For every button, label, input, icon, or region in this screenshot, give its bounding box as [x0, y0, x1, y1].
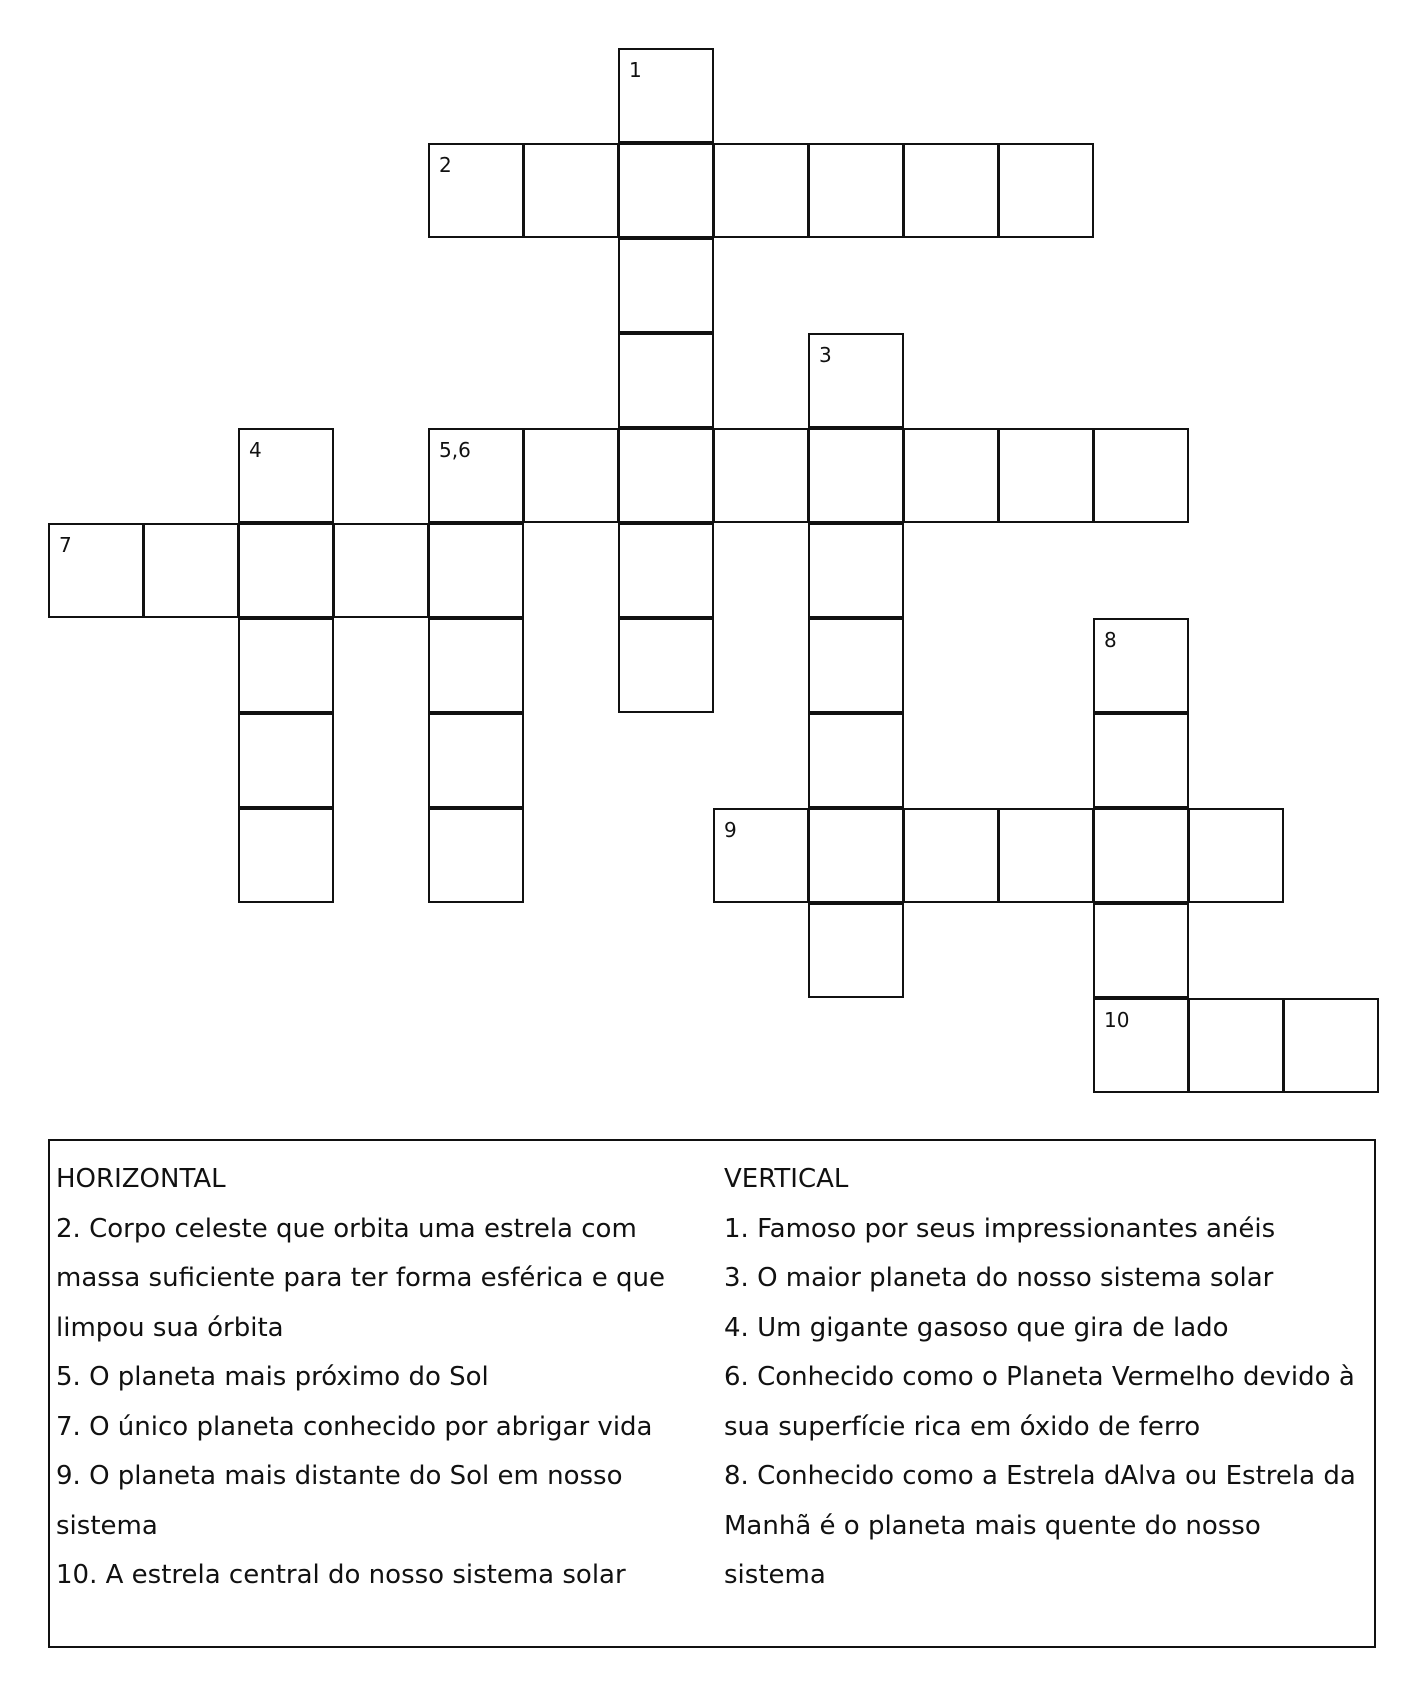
crossword-cell[interactable]: [618, 143, 714, 238]
clue-h-9: 9. O planeta mais distante do Sol em nosso sistema: [56, 1461, 623, 1541]
crossword-cell[interactable]: [1093, 428, 1189, 523]
crossword-cell[interactable]: [238, 713, 334, 808]
clue-number-3: 3: [819, 343, 832, 367]
crossword-cell[interactable]: [1188, 808, 1284, 903]
crossword-cell[interactable]: [1283, 998, 1379, 1093]
crossword-cell[interactable]: [998, 143, 1094, 238]
crossword-cell[interactable]: [428, 143, 524, 238]
clues-box: [48, 1139, 1376, 1648]
crossword-cell[interactable]: [618, 48, 714, 143]
clue-number-4: 4: [249, 438, 262, 462]
crossword-cell[interactable]: [1188, 998, 1284, 1093]
crossword-cell[interactable]: [428, 618, 524, 713]
crossword-cell[interactable]: [808, 428, 904, 523]
crossword-cell[interactable]: [238, 428, 334, 523]
clue-number-9: 9: [724, 818, 737, 842]
crossword-cell[interactable]: [618, 238, 714, 333]
crossword-cell[interactable]: [143, 523, 239, 618]
crossword-cell[interactable]: [238, 808, 334, 903]
clue-h-5: 5. O planeta mais próximo do Sol: [56, 1362, 489, 1392]
crossword-cell[interactable]: [808, 523, 904, 618]
crossword-cell[interactable]: [903, 143, 999, 238]
vertical-clues: [724, 1155, 1364, 1601]
horizontal-clues: [56, 1155, 696, 1601]
crossword-cell[interactable]: [713, 428, 809, 523]
crossword-cell[interactable]: [808, 903, 904, 998]
crossword-cell[interactable]: [428, 523, 524, 618]
clue-number-10: 10: [1104, 1008, 1130, 1032]
crossword-cell[interactable]: [808, 333, 904, 428]
clue-number-5-6: 5,6: [439, 438, 471, 462]
crossword-cell[interactable]: [618, 428, 714, 523]
crossword-cell[interactable]: [428, 808, 524, 903]
crossword-cell[interactable]: [618, 333, 714, 428]
crossword-cell[interactable]: [808, 713, 904, 808]
crossword-cell[interactable]: [48, 523, 144, 618]
clue-v-6: 6. Conhecido como o Planeta Vermelho devido à sua superfície rica em óxido de ferro: [724, 1362, 1355, 1442]
crossword-cell[interactable]: [808, 143, 904, 238]
clue-number-8: 8: [1104, 628, 1117, 652]
crossword-cell[interactable]: [713, 143, 809, 238]
crossword-cell[interactable]: [1093, 998, 1189, 1093]
crossword-cell[interactable]: [333, 523, 429, 618]
clue-number-7: 7: [59, 533, 72, 557]
crossword-cell[interactable]: [618, 618, 714, 713]
clue-number-2: 2: [439, 153, 452, 177]
clue-v-4: 4. Um gigante gasoso que gira de lado: [724, 1312, 1229, 1343]
clue-h-10: 10. A estrela central do nosso sistema solar: [56, 1560, 626, 1590]
crossword-cell[interactable]: [428, 713, 524, 808]
crossword-cell[interactable]: [1093, 713, 1189, 808]
clue-v-8: 8. Conhecido como a Estrela dAlva ou Estrela da Manhã é o planeta mais quente do nosso sistema: [724, 1461, 1356, 1590]
crossword-cell[interactable]: [903, 428, 999, 523]
crossword-cell[interactable]: [1093, 618, 1189, 713]
crossword-cell[interactable]: [713, 808, 809, 903]
crossword-cell[interactable]: [998, 808, 1094, 903]
crossword-cell[interactable]: [618, 523, 714, 618]
crossword-cell[interactable]: [523, 428, 619, 523]
crossword-cell[interactable]: [808, 618, 904, 713]
vertical-heading: VERTICAL: [724, 1164, 849, 1194]
crossword-cell[interactable]: [523, 143, 619, 238]
clue-number-1: 1: [629, 58, 642, 82]
crossword-cell[interactable]: [1093, 903, 1189, 998]
crossword-cell[interactable]: [808, 808, 904, 903]
clue-v-3: 3. O maior planeta do nosso sistema solar: [724, 1263, 1274, 1293]
crossword-cell[interactable]: [238, 523, 334, 618]
crossword-cell[interactable]: [998, 428, 1094, 523]
crossword-cell[interactable]: [238, 618, 334, 713]
crossword-cell[interactable]: [428, 428, 524, 523]
clue-h-2: 2. Corpo celeste que orbita uma estrela com massa suficiente para ter forma esférica e que limpou sua órbita: [56, 1213, 666, 1343]
clue-v-1: 1. Famoso por seus impressionantes anéis: [724, 1213, 1276, 1244]
horizontal-heading: HORIZONTAL: [56, 1164, 226, 1194]
crossword-cell[interactable]: [903, 808, 999, 903]
crossword-cell[interactable]: [1093, 808, 1189, 903]
clue-h-7: 7. O único planeta conhecido por abrigar vida: [56, 1411, 653, 1442]
